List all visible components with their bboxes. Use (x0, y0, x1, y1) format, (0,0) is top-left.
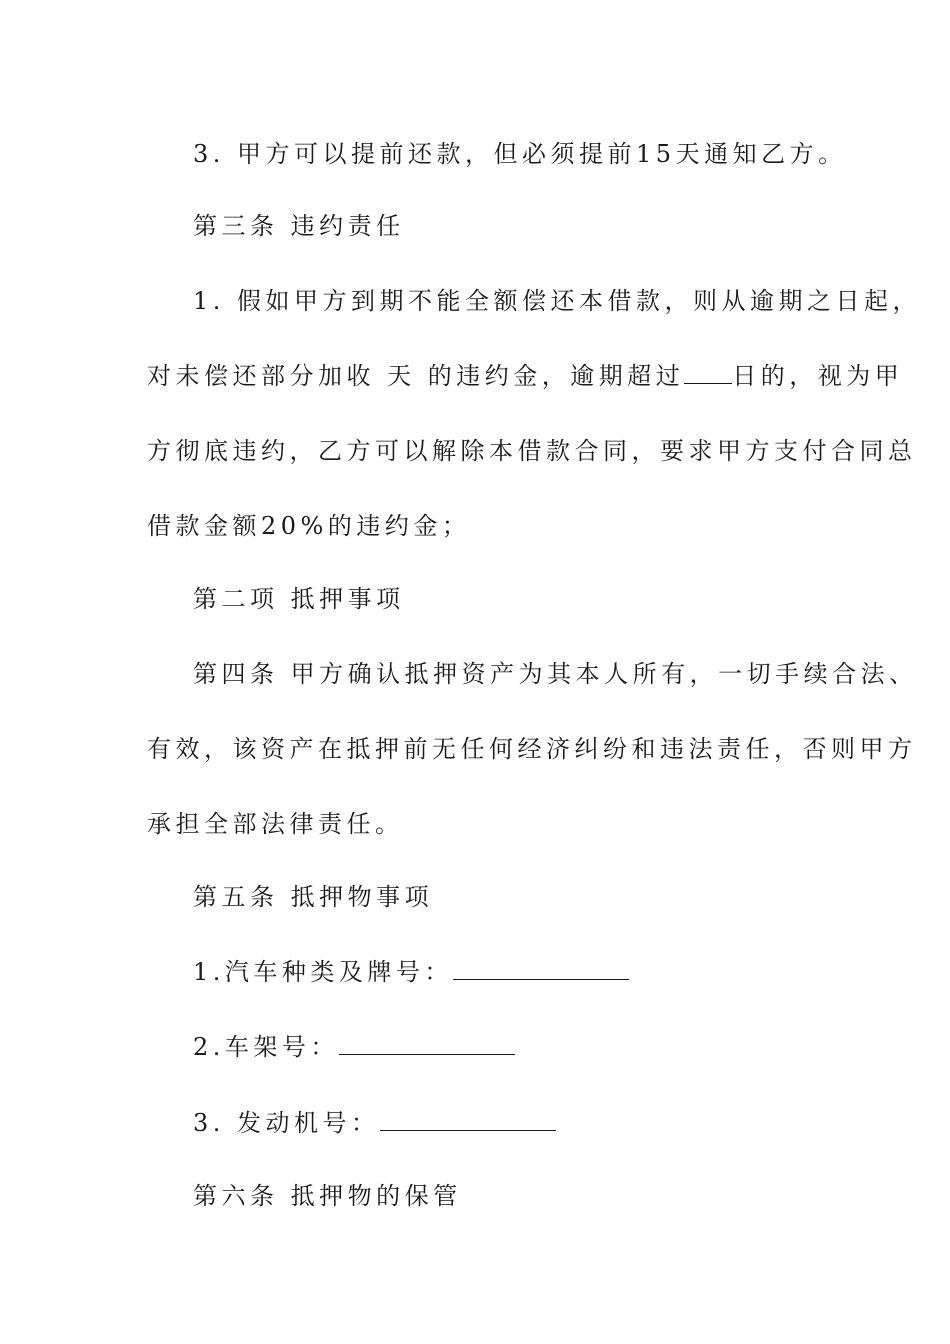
text-segment: 日的，视为甲 (732, 362, 904, 390)
paragraph-line: 承担全部法律责任。 (147, 810, 404, 838)
field-label: 2.车架号： (193, 1033, 339, 1061)
paragraph-line (147, 360, 904, 392)
article-5-heading: 第五条 抵押物事项 (193, 883, 434, 911)
fill-in-blank-days (684, 363, 732, 384)
field-engine-number (193, 1107, 853, 1139)
article-4-line: 第四条 甲方确认抵押资产为其本人所有，一切手续合法、 (193, 660, 918, 688)
paragraph-line: 方彻底违约，乙方可以解除本借款合同，要求甲方支付合同总 (147, 437, 917, 465)
fill-in-blank-vehicle-type (453, 959, 629, 980)
fill-in-blank-frame-number (339, 1034, 515, 1055)
field-label: 1.汽车种类及牌号： (193, 958, 453, 986)
text-segment: 对未偿还部分加收 天 的违约金，逾期超过 (147, 362, 685, 390)
section-2-heading: 第二项 抵押事项 (193, 585, 405, 613)
paragraph-line: 有效，该资产在抵押前无任何经济纠纷和违法责任，否则甲方 (147, 735, 917, 763)
paragraph-line: 借款金额20%的违约金； (147, 512, 471, 540)
article-3-heading: 第三条 违约责任 (193, 212, 405, 240)
paragraph-line: 1. 假如甲方到期不能全额偿还本借款，则从逾期之日起， (193, 287, 922, 315)
field-frame-number (193, 1031, 853, 1063)
article-6-heading: 第六条 抵押物的保管 (193, 1182, 462, 1210)
fill-in-blank-engine-number (380, 1110, 556, 1131)
clause-early-repayment: 3. 甲方可以提前还款，但必须提前15天通知乙方。 (193, 140, 847, 168)
field-vehicle-type (193, 956, 853, 988)
field-label: 3. 发动机号： (193, 1109, 380, 1137)
